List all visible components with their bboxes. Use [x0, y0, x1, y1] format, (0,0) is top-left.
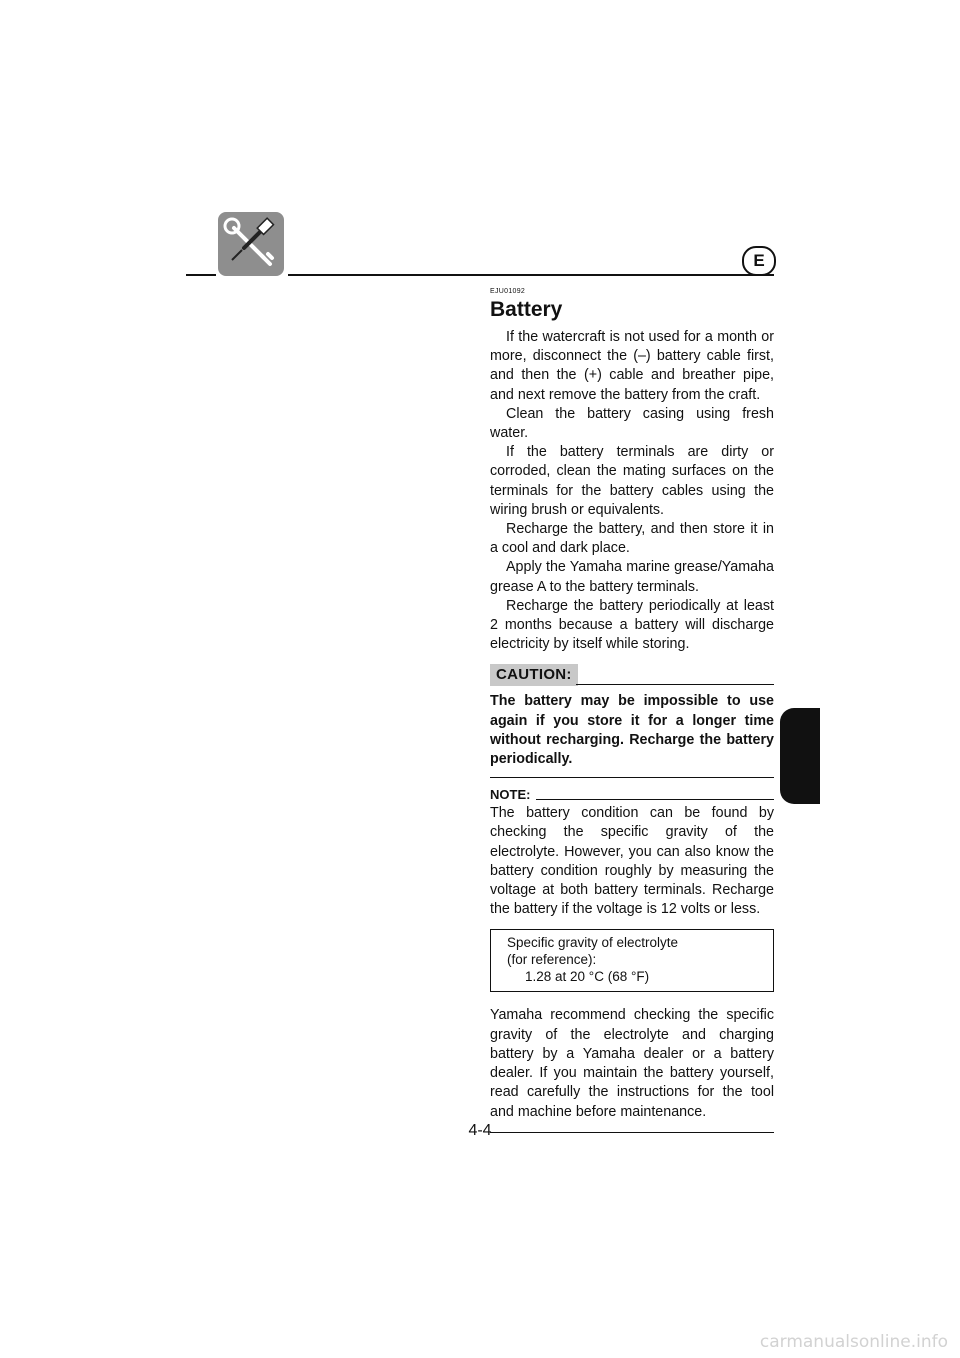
header-rule-right: [288, 274, 774, 276]
page-number: 4-4: [468, 1122, 492, 1139]
watermark: carmanualsonline.info: [759, 1332, 948, 1352]
caution-text: The battery may be impossible to use again if you store it for a longer time without recharging. Recharge the battery periodically.: [490, 693, 774, 768]
caution-rule: [576, 684, 774, 685]
main-content: [490, 287, 774, 1133]
language-badge: E: [742, 246, 776, 276]
note-rule: [536, 799, 774, 800]
caution-header: [490, 664, 774, 686]
spec-line: Specific gravity of electrolyte: [507, 935, 679, 951]
section-title: Battery: [490, 298, 563, 321]
caution-bottom-rule: [490, 777, 774, 778]
spec-box: [490, 929, 774, 992]
note-final-text: Yamaha recommend checking the specific gravity of the electrolyte and charging battery by a Yamaha dealer or a battery dealer. If you maintain the battery yourself, read carefully the instructions for the tool and machine before maintenance.: [490, 1007, 774, 1120]
caution-label: CAUTION:: [490, 664, 578, 686]
paragraph: Recharge the battery, and then store it in a cool and dark place.: [490, 521, 774, 557]
paragraph: Clean the battery casing using fresh water.: [490, 405, 774, 442]
spec-value: 1.28 at 20 °C (68 °F): [525, 969, 650, 985]
tools-icon: [218, 212, 284, 276]
note-header: [490, 788, 774, 802]
document-code: EJU01092: [490, 288, 526, 295]
paragraph: If the watercraft is not used for a month or more, disconnect the (–) battery cable first, and then the (+) cable and breather pipe, and next remove the battery from the craft.: [490, 329, 774, 403]
paragraph: Apply the Yamaha marine grease/Yamaha grease A to the battery terminals.: [490, 559, 774, 595]
chapter-tab: [780, 708, 820, 804]
spec-line: (for reference):: [507, 952, 597, 968]
note-text: The battery condition can be found by checking the specific gravity of the electrolyte. However, you can also know the battery condition roughly by measuring the voltage at both battery terminals. Recharge the battery if the voltage is 12 volts or less.: [490, 805, 774, 918]
paragraph: Recharge the battery periodically at least 2 months because a battery will discharge electricity by itself while storing.: [490, 597, 774, 653]
note-label: NOTE:: [490, 787, 531, 803]
paragraph: If the battery terminals are dirty or corroded, clean the mating surfaces on the terminals for the battery cables using the wiring brush or equivalents.: [490, 444, 774, 518]
header-rule-left: [186, 274, 216, 276]
